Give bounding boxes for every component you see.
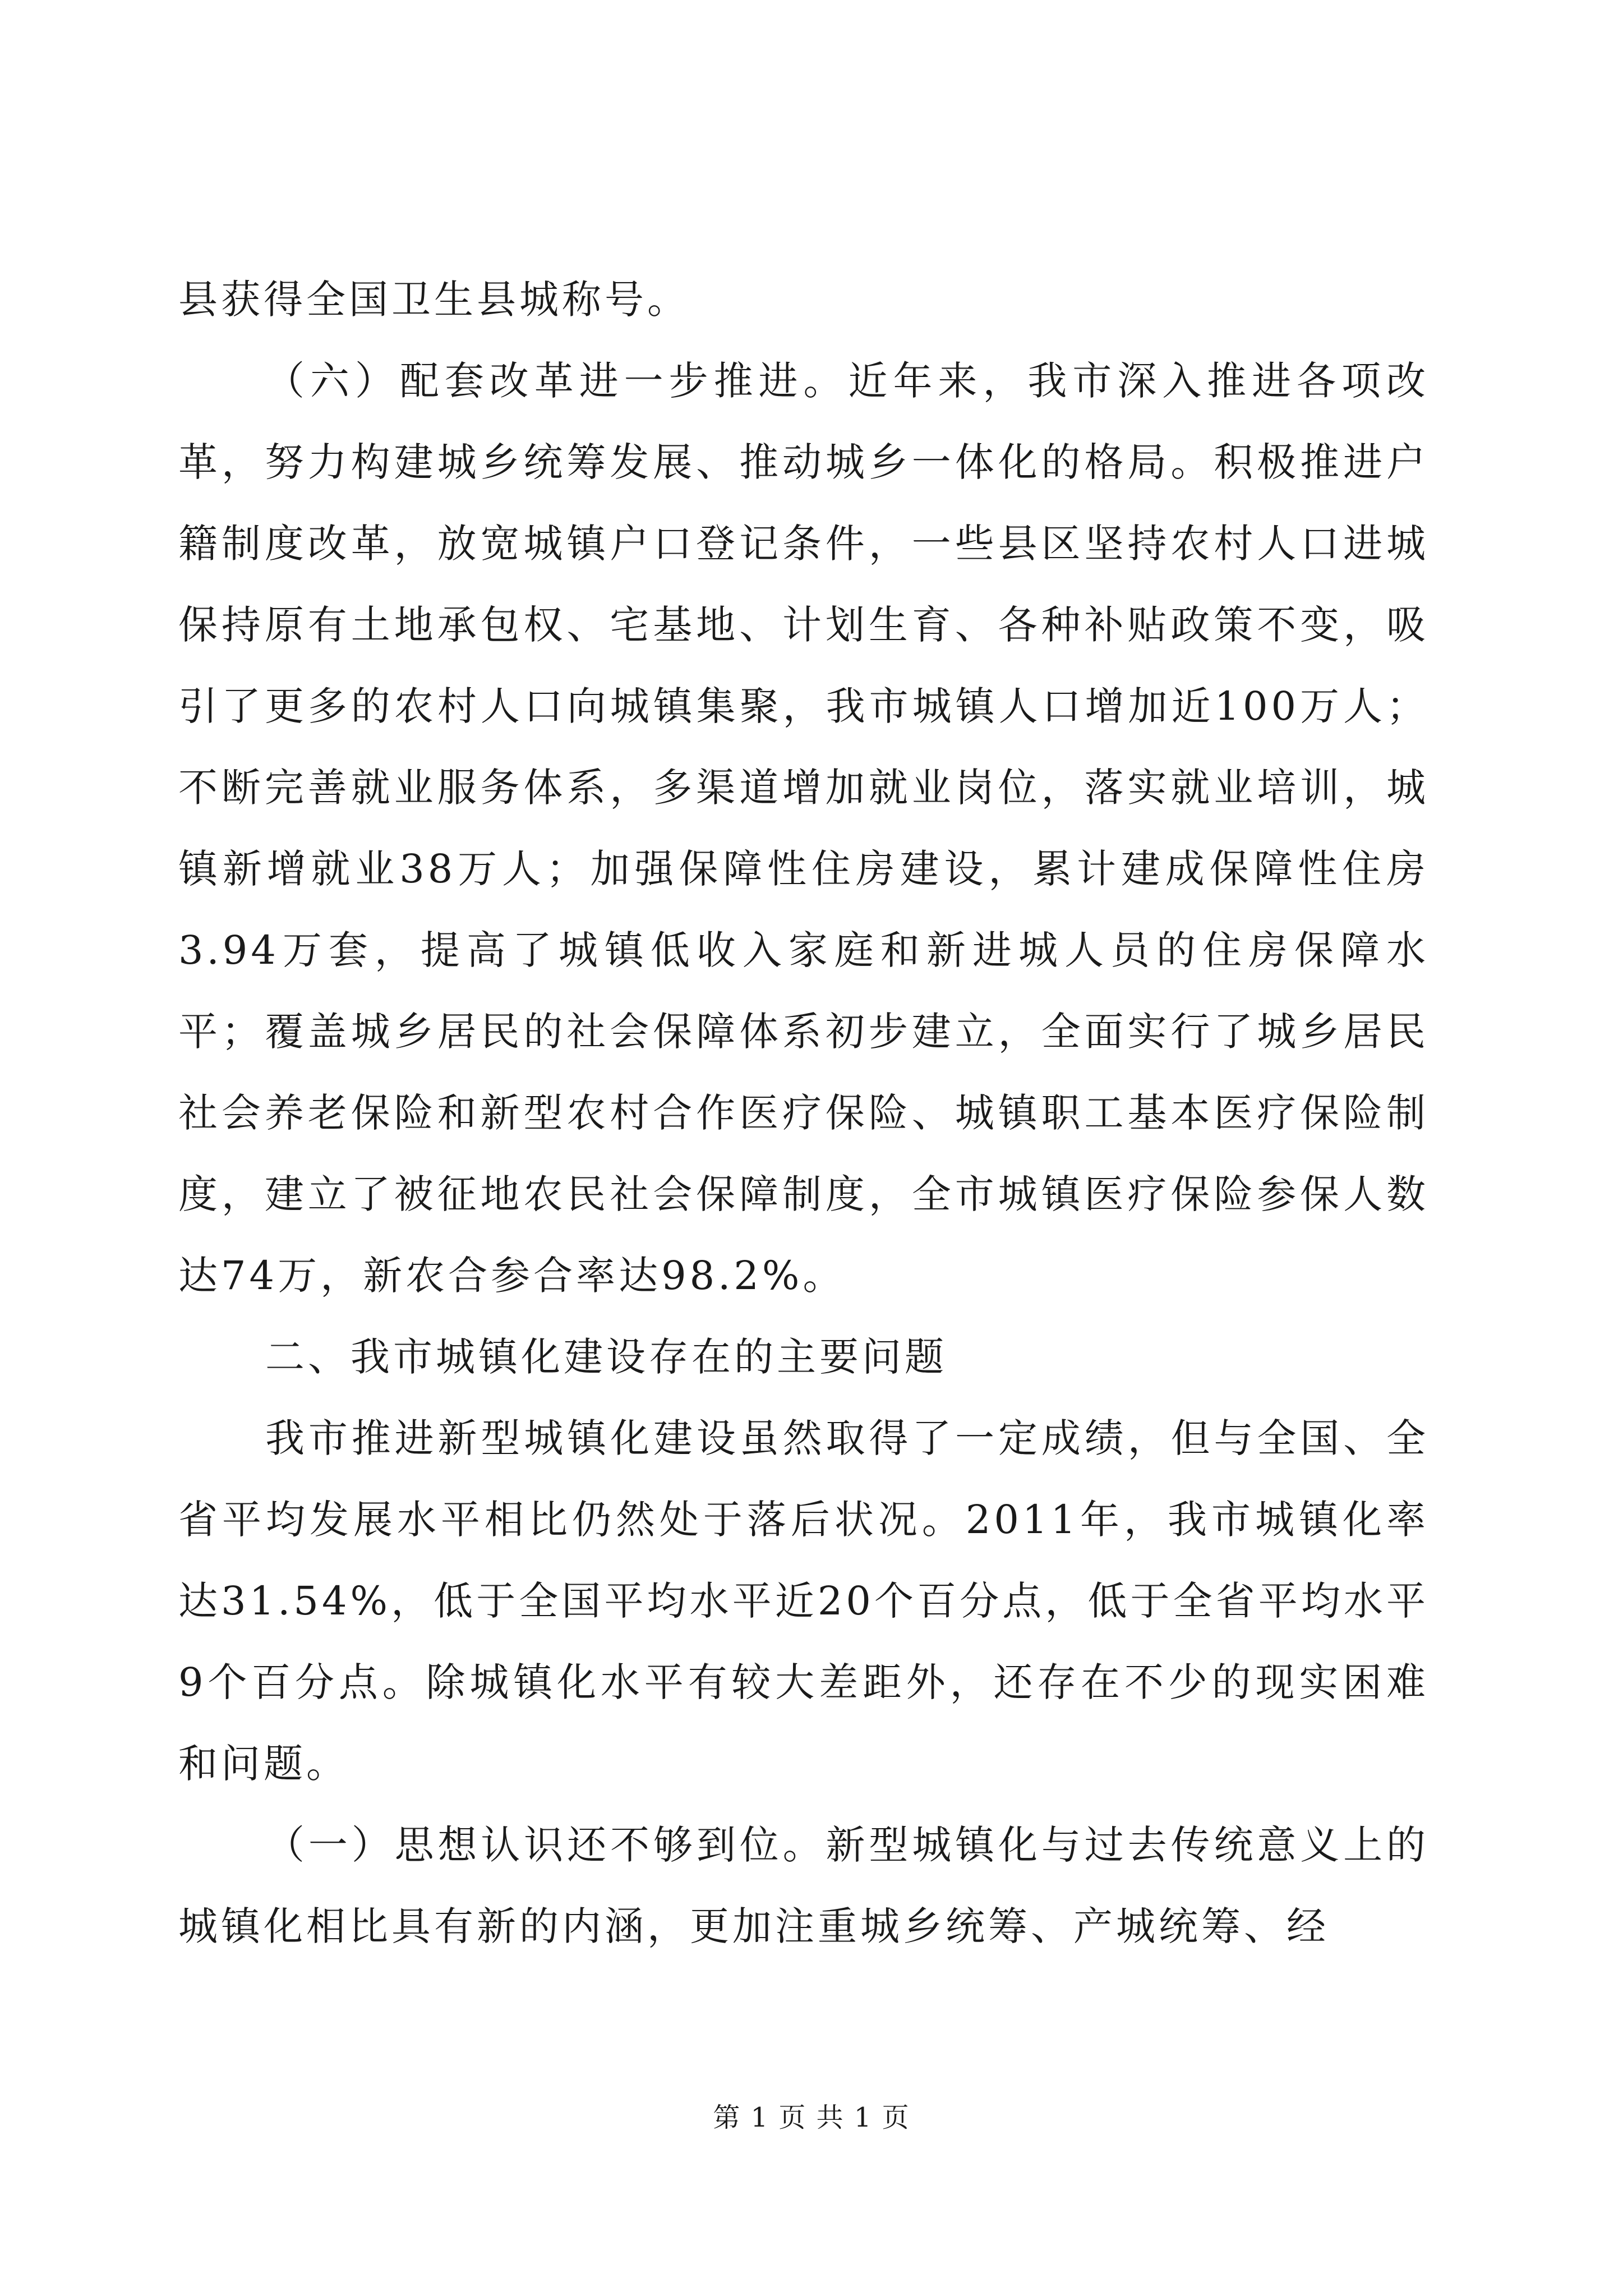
paragraph-ideological-awareness: （一）思想认识还不够到位。新型城镇化与过去传统意义上的城镇化相比具有新的内涵，更加注重城乡统筹、产城统筹、经 [178,1822,1429,1949]
page-number-footer: 第 1 页 共 1 页 [713,2102,910,2133]
document-body [178,259,1429,1967]
paragraph-urbanization-gap: 我市推进新型城镇化建设虽然取得了一定成绩，但与全国、全省平均发展水平相比仍然处于落后状况。2011年，我市城镇化率达31.54%，低于全国平均水平近20个百分点，低于全省平均水平9个百分点。除城镇化水平有较大差距外，还存在不少的现实困难和问题。 [178,1415,1429,1787]
paragraph-supporting-reform: （六）配套改革进一步推进。近年来，我市深入推进各项改革，努力构建城乡统筹发展、推动城乡一体化的格局。积极推进户籍制度改革，放宽城镇户口登记条件，一些县区坚持农村人口进城保持原有土地承包权、宅基地、计划生育、各种补贴政策不变，吸引了更多的农村人口向城镇集聚，我市城镇人口增加近100万人；不断完善就业服务体系，多渠道增加就业岗位，落实就业培训，城镇新增就业38万人；加强保障性住房建设，累计建成保障性住房3.94万套，提高了城镇低收入家庭和新进城人员的住房保障水平；覆盖城乡居民的社会保障体系初步建立，全面实行了城乡居民社会养老保险和新型农村合作医疗保险、城镇职工基本医疗保险制度，建立了被征地农民社会保障制度，全市城镇医疗保险参保人数达74万，新农合参合率达98.2%。 [178,358,1429,1299]
section-heading-main-problems: 二、我市城镇化建设存在的主要问题 [265,1334,947,1380]
paragraph-continuation: 县获得全国卫生县城称号。 [178,277,690,323]
